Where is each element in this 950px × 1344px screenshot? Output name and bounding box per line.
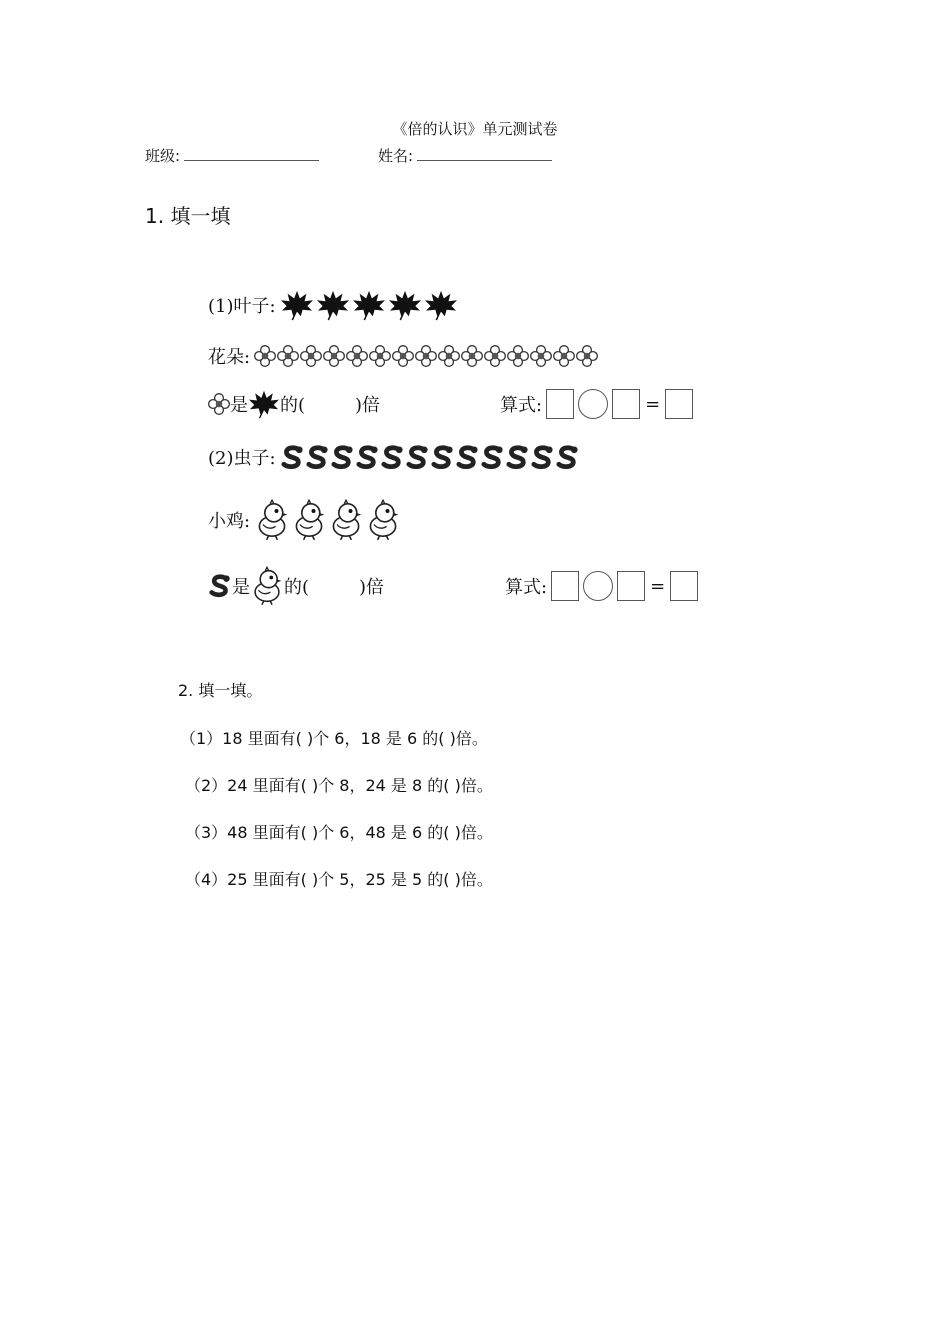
chicks-row [208,497,401,543]
flower-icon [392,345,414,367]
flower-icon [300,345,322,367]
worm-icon [455,445,480,470]
question1-row [208,384,380,424]
fill-item-2: （2）24 里面有( )个 8，24 是 8 的( )倍。 [185,776,493,795]
formula1-equals: = [645,393,661,415]
worms-label: (2)虫子: [208,448,276,469]
maple-leaf-icon [280,289,314,321]
worm-icon [505,445,530,470]
q2-of: 的( [284,577,310,598]
flower-icon [461,345,483,367]
formula1-label: 算式: [500,395,543,416]
worm-icon [530,445,555,470]
flower-icon [438,345,460,367]
worm-icon [480,445,505,470]
worm-icon [280,445,305,470]
chicks-group [254,498,401,542]
flower-icon [208,393,230,415]
fill-item-1: （1）18 里面有( )个 6，18 是 6 的( )倍。 [180,729,488,748]
page-title: 《倍的认识》单元测试卷 [392,120,558,138]
formula1-box-a[interactable] [546,389,574,419]
leaves-group [280,289,458,321]
worm-icon [330,445,355,470]
maple-leaf-icon [248,389,280,419]
q1-of: 的( [280,395,306,416]
q2-is: 是 [232,577,250,598]
flower-icon [484,345,506,367]
worm-icon [355,445,380,470]
formula2-result-box[interactable] [670,571,698,601]
formula2-box-a[interactable] [551,571,579,601]
chicks-label: 小鸡: [208,511,251,532]
worm-icon [405,445,430,470]
formula1-operator-circle[interactable] [578,389,608,419]
formula1 [500,389,693,419]
worm-icon [555,445,580,470]
chick-icon [254,498,290,542]
worm-icon [430,445,455,470]
flower-icon [369,345,391,367]
section2-heading: 2. 填一填。 [178,681,263,700]
worm-icon [208,574,232,598]
name-label: 姓名: [378,147,414,165]
formula2-equals: = [650,575,666,597]
formula2 [505,571,698,601]
fill-item-4: （4）25 里面有( )个 5，25 是 5 的( )倍。 [185,870,493,889]
maple-leaf-icon [424,289,458,321]
formula2-box-b[interactable] [617,571,645,601]
maple-leaf-icon [316,289,350,321]
maple-leaf-icon [352,289,386,321]
chick-icon [250,565,284,607]
formula2-label: 算式: [505,577,548,598]
class-field [145,145,319,166]
flower-icon [530,345,552,367]
class-input-line[interactable] [184,147,319,161]
q1-is: 是 [230,395,248,416]
worms-group [280,445,580,470]
worm-icon [305,445,330,470]
leaves-label: (1)叶子: [208,296,276,317]
flower-icon [553,345,575,367]
flower-icon [576,345,598,367]
flower-icon [277,345,299,367]
q1-times: )倍 [355,395,381,416]
formula1-result-box[interactable] [665,389,693,419]
q2-times: )倍 [359,577,385,598]
section1-heading: 1. 填一填 [145,204,231,228]
maple-leaf-icon [388,289,422,321]
class-label: 班级: [145,147,181,165]
flower-icon [507,345,529,367]
flowers-group [254,345,598,367]
chick-icon [365,498,401,542]
flowers-row [208,336,598,376]
fill-item-3: （3）48 里面有( )个 6，48 是 6 的( )倍。 [185,823,493,842]
formula1-box-b[interactable] [612,389,640,419]
flower-icon [254,345,276,367]
flower-icon [415,345,437,367]
name-field [378,145,552,166]
formula2-operator-circle[interactable] [583,571,613,601]
worms-row [208,437,580,477]
flower-icon [346,345,368,367]
chick-icon [328,498,364,542]
name-input-line[interactable] [417,147,552,161]
question2-row [208,563,384,609]
flower-icon [323,345,345,367]
leaves-row [208,285,458,325]
worm-icon [380,445,405,470]
chick-icon [291,498,327,542]
flowers-label: 花朵: [208,347,251,368]
